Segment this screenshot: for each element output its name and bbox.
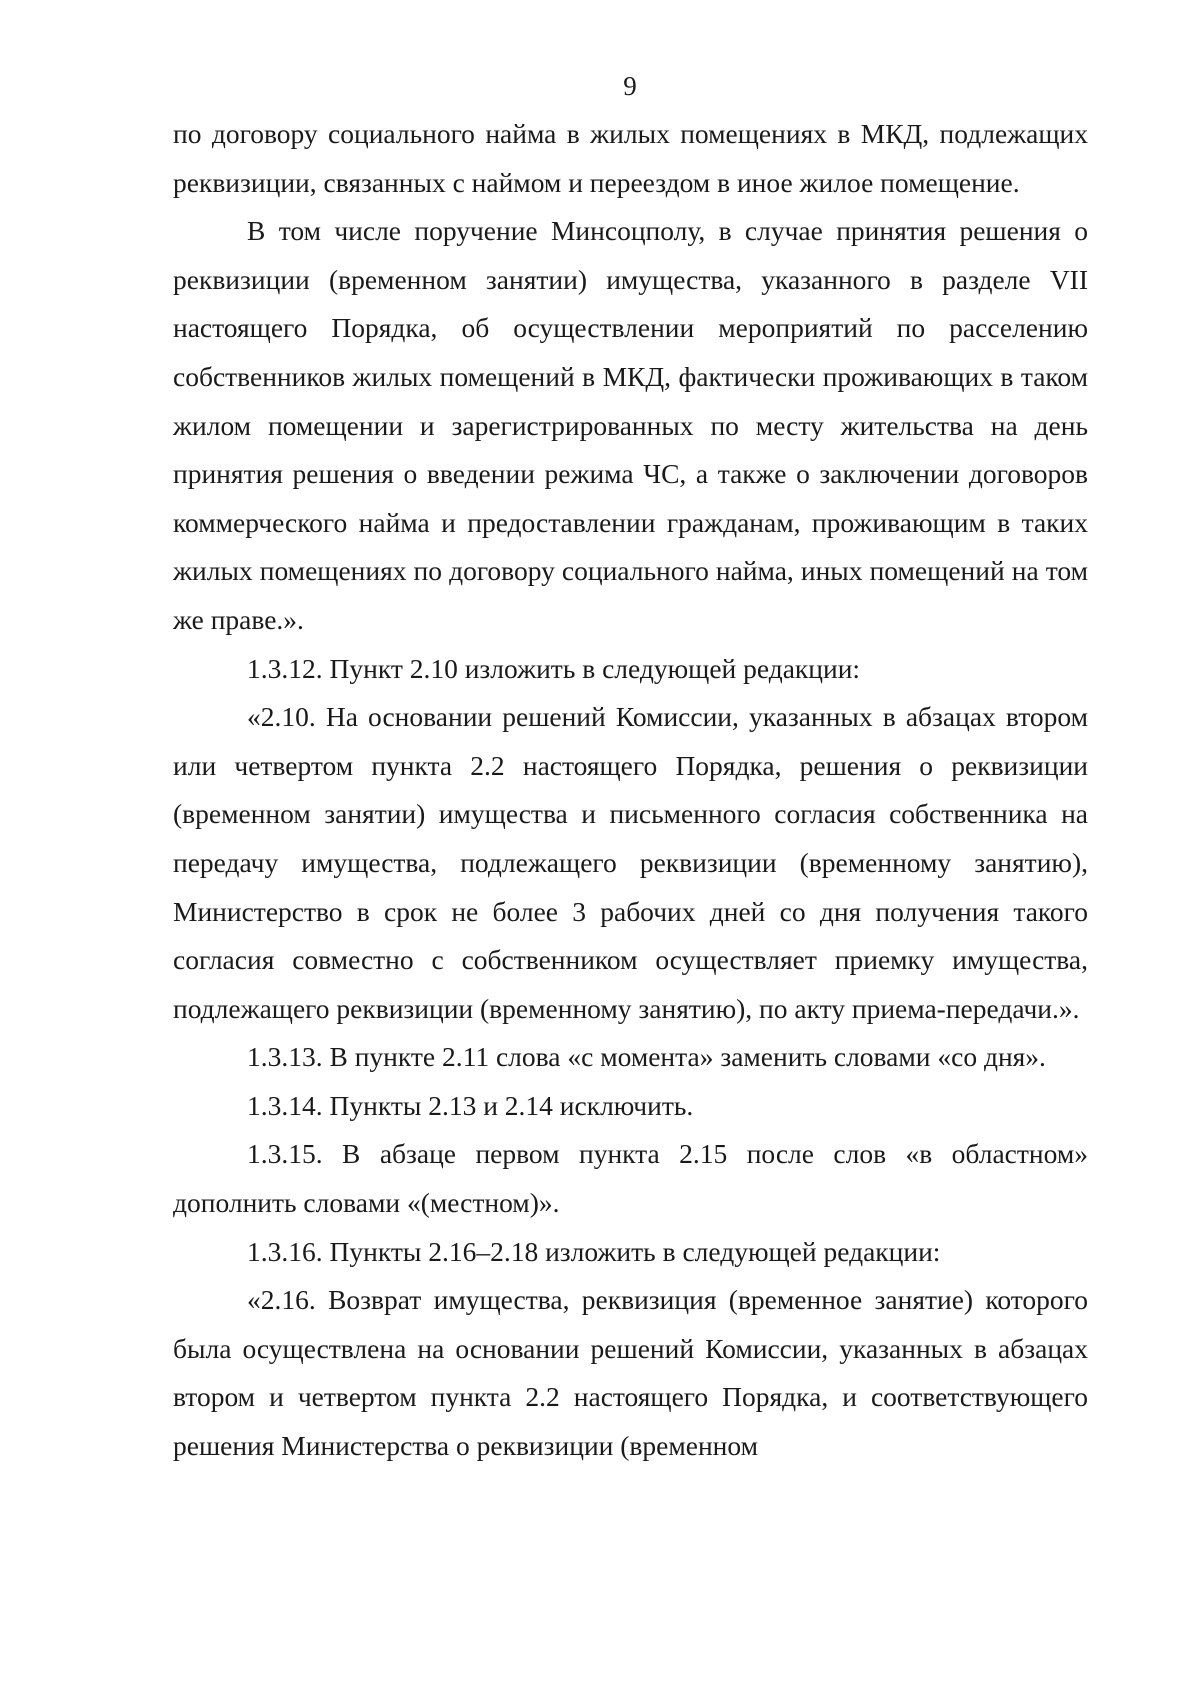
- paragraph-1-3-13: 1.3.13. В пункте 2.11 слова «с момента» заменить словами «со дня».: [247, 1041, 1046, 1073]
- paragraph-2-16-quote: «2.16. Возврат имущества, реквизиция (временное занятие) которого была осуществлена на основании решений Комиссии, указанных в абзацах втором и четвертом пункта 2.2 настоящего Порядка, и соответствующего решения Министерства о реквизиции (временном: [173, 1284, 1088, 1462]
- paragraph-2-10-quote: «2.10. На основании решений Комиссии, указанных в абзацах втором или четвертом пункта 2.2 настоящего Порядка, решения о реквизиции (временном занятии) имущества и письменного согласия собственника на передачу имущества, подлежащего реквизиции (временному занятию), Министерство в срок не более 3 рабочих дней со дня получения такого согласия совместно с собственником осуществляет приемку имущества, подлежащего реквизиции (временному занятию), по акту приема-передачи.».: [173, 701, 1088, 1024]
- page-number: 9: [623, 71, 637, 101]
- paragraph-1-3-15: 1.3.15. В абзаце первом пункта 2.15 после слов «в областном» дополнить словами «(местном)».: [173, 1138, 1088, 1219]
- paragraph-1-3-14: 1.3.14. Пункты 2.13 и 2.14 исключить.: [247, 1089, 694, 1121]
- paragraph-continuation: по договору социального найма в жилых помещениях в МКД, подлежащих реквизиции, связанных с наймом и переездом в иное жилое помещение.: [173, 118, 1088, 198]
- paragraph-1-3-16: 1.3.16. Пункты 2.16–2.18 изложить в следующей редакции:: [247, 1235, 941, 1267]
- document-body: [173, 110, 1088, 1471]
- paragraph-minsocpol-instruction: В том числе поручение Минсоцполу, в случае принятия решения о реквизиции (временном занятии) имущества, указанного в разделе VII настоящего Порядка, об осуществлении мероприятий по расселению собственников жилых помещений в МКД, фактически проживающих в таком жилом помещении и зарегистрированных по месту жительства на день принятия решения о введении режима ЧС, а также о заключении договоров коммерческого найма и предоставлении гражданам, проживающим в таких жилых помещениях по договору социального найма, иных помещений на том же праве.».: [173, 215, 1088, 635]
- paragraph-1-3-12: 1.3.12. Пункт 2.10 изложить в следующей редакции:: [247, 652, 861, 684]
